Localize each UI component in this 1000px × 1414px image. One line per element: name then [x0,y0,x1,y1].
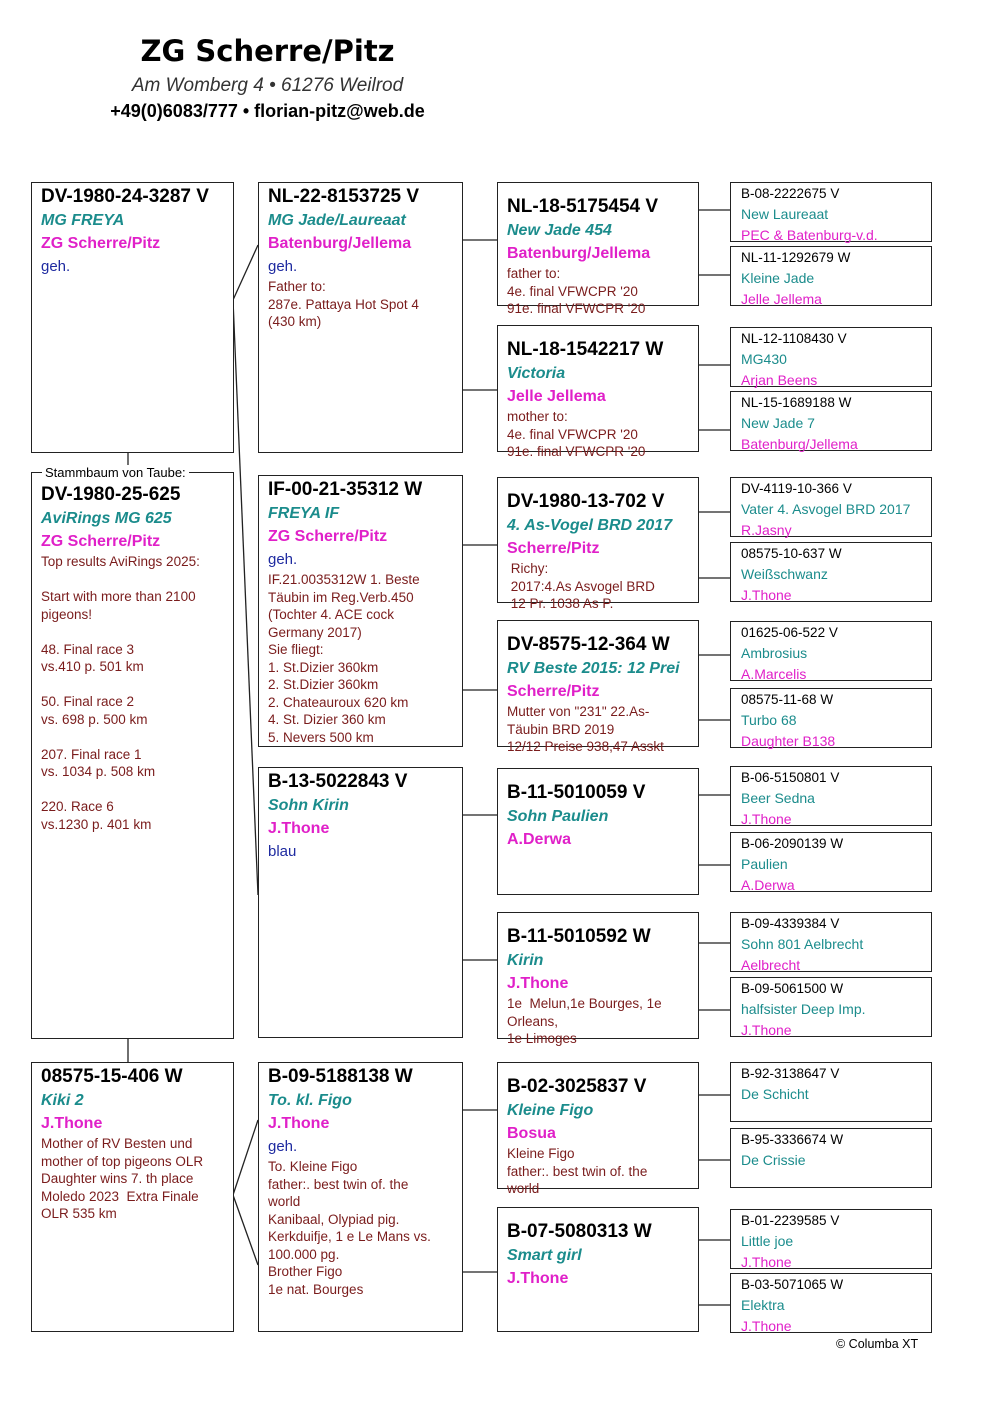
g4-name: halfsister Deep Imp. [741,1001,866,1017]
g3-card[interactable] [497,1207,699,1332]
g4-breeder: A.Marcelis [741,666,807,682]
dam-sire-ring: B-13-5022843 V [268,771,408,792]
g3-card[interactable] [497,1062,699,1196]
g3-name: RV Beste 2015: 12 Prei [507,660,680,677]
father-name: MG Jade/Laureaat [268,212,406,229]
copyright-footer: © Columba XT [836,1337,919,1351]
father-ring: NL-22-8153725 V [268,186,420,207]
dam-ring: 08575-15-406 W [41,1066,183,1087]
g4-name: Weißschwanz [741,566,828,582]
g4-breeder: J.Thone [741,811,792,827]
g4-name: Sohn 801 Aelbrecht [741,936,864,952]
g4-ring: B-92-3138647 V [741,1066,840,1081]
mother-sib-name: FREYA IF [268,505,340,522]
g4-name: MG430 [741,351,787,367]
g4-breeder: Aelbrecht [741,957,801,973]
g4-breeder: Arjan Beens [741,372,818,388]
father-color: geh. [268,258,298,275]
g4-name: De Schicht [741,1086,809,1102]
pedigree-legend: Stammbaum von Taube: [42,465,189,480]
g3-info: 1e Melun,1e Bourges, 1e Orleans, 1e Limoges [507,996,662,1046]
subject-info: Top results AviRings 2025: Start with more than 2100 pigeons! 48. Final race 3 vs.410 p. 501 km 50. Final race 2 vs. 698 p. 500 km 207. Final race 1 vs. 1034 p. 508 km 220. Race 6 vs.1230 p. 401 km [41,554,200,832]
g4-card[interactable] [730,391,932,451]
g3-ring: NL-18-1542217 W [507,339,664,360]
g3-breeder: Jelle Jellema [507,388,606,405]
dam-dam-card[interactable] [258,1062,463,1332]
g4-breeder: J.Thone [741,1022,792,1038]
g4-card[interactable] [730,477,932,537]
g3-name: Sohn Paulien [507,808,609,825]
g4-breeder: A.Derwa [741,877,795,893]
g3-breeder: Bosua [507,1125,556,1142]
loft-address: Am Womberg 4 • 61276 Weilrod [131,75,404,96]
g4-ring: DV-4119-10-366 V [741,481,852,496]
dam-dam-info: To. Kleine Figo father:. best twin of. the world Kanibaal, Olypiad pig. Kerkduifje, 1 e Le Mans vs. 100.000 pg. Brother Figo 1e nat. Bourges [268,1159,431,1297]
g4-breeder: J.Thone [741,1254,792,1270]
g3-breeder: J.Thone [507,1270,569,1287]
g3-ring: B-11-5010592 W [507,926,651,947]
g4-card[interactable] [730,912,932,972]
g3-name: Kleine Figo [507,1102,594,1119]
g4-ring: B-95-3336674 W [741,1132,844,1147]
dam-sire-color: blau [268,843,297,860]
subject-card[interactable] [31,472,234,1039]
g4-card[interactable] [730,621,932,681]
g4-ring: B-06-5150801 V [741,770,840,785]
g4-card[interactable] [730,832,932,892]
dam-dam-name: To. kl. Figo [268,1092,352,1109]
g4-name: Elektra [741,1297,785,1313]
dam-card[interactable] [31,1062,234,1332]
sibling-card[interactable] [31,182,234,453]
g4-card[interactable] [730,1062,932,1122]
father-breeder: Batenburg/Jellema [268,235,412,252]
g4-breeder: PEC & Batenburg-v.d. [741,227,878,243]
g4-breeder: J.Thone [741,587,792,603]
g4-ring: B-09-4339384 V [741,916,840,931]
g4-card[interactable] [730,977,932,1037]
dam-sire-name: Sohn Kirin [268,797,349,814]
g3-card[interactable] [497,620,699,754]
g3-card[interactable] [497,912,699,1046]
g3-name: Kirin [507,952,544,969]
g3-breeder: Scherre/Pitz [507,683,600,700]
g4-ring: 08575-11-68 W [741,692,834,707]
g4-ring: B-08-2222675 V [741,186,840,201]
g4-card[interactable] [730,246,932,306]
g4-ring: B-06-2090139 W [741,836,844,851]
loft-contact: +49(0)6083/777 • florian-pitz@web.de [110,101,425,121]
g4-name: Paulien [741,856,788,872]
sibling-color: geh. [41,258,71,275]
g4-card[interactable] [730,1128,932,1188]
g4-card[interactable] [730,542,932,602]
father-info: Father to: 287e. Pattaya Hot Spot 4 (430 km) [268,279,419,329]
g3-ring: B-07-5080313 W [507,1221,652,1242]
g4-ring: NL-15-1689188 W [741,395,852,410]
g3-info: Mutter von "231" 22.As- Täubin BRD 2019 12/12 Preise 938,47 Asskt [507,704,664,754]
g4-breeder: R.Jasny [741,522,792,538]
g3-info: Kleine Figo father:. best twin of. the world [507,1146,648,1196]
g4-card[interactable] [730,327,932,387]
g4-name: Turbo 68 [741,712,797,728]
g3-card[interactable] [497,477,699,611]
g4-name: Vater 4. Asvogel BRD 2017 [741,501,911,517]
mother-sib-breeder: ZG Scherre/Pitz [268,528,388,545]
g4-ring: NL-12-1108430 V [741,331,847,346]
sibling-name: MG FREYA [41,212,125,229]
g4-breeder: Batenburg/Jellema [741,436,858,452]
g4-name: De Crissie [741,1152,806,1168]
g4-ring: 01625-06-522 V [741,625,838,640]
dam-sire-breeder: J.Thone [268,820,330,837]
g4-breeder: Jelle Jellema [741,291,822,307]
g4-breeder: Daughter B138 [741,733,836,749]
g3-breeder: Batenburg/Jellema [507,245,651,262]
g4-name: Ambrosius [741,645,808,661]
g4-name: New Jade 7 [741,415,815,431]
g3-info: father to: 4e. final VFWCPR '20 91e. final VFWCPR '20 [507,266,646,316]
g4-name: Kleine Jade [741,270,815,286]
dam-breeder: J.Thone [41,1115,103,1132]
g3-breeder: Scherre/Pitz [507,540,600,557]
g4-ring: B-09-5061500 W [741,981,844,996]
g3-info: mother to: 4e. final VFWCPR '20 91e. final VFWCPR '20 [507,409,646,459]
dam-dam-ring: B-09-5188138 W [268,1066,413,1087]
g4-card[interactable] [730,688,932,748]
g3-info: Richy: 2017:4.As Asvogel BRD 12 Pr. 1038 As P. [510,561,655,611]
dam-dam-breeder: J.Thone [268,1115,330,1132]
g4-name: Beer Sedna [741,790,815,806]
g4-ring: B-01-2239585 V [741,1213,840,1228]
dam-info: Mother of RV Besten und mother of top pigeons OLR Daughter wins 7. th place Moledo 2023 Extra Finale OLR 535 km [41,1136,204,1221]
g4-card[interactable] [730,766,932,826]
g3-breeder: A.Derwa [507,831,572,848]
g4-card[interactable] [730,1273,932,1333]
g4-ring: NL-11-1292679 W [741,250,851,265]
g3-name: 4. As-Vogel BRD 2017 [507,517,673,534]
subject-ring: DV-1980-25-625 [41,484,181,505]
dam-name: Kiki 2 [41,1092,84,1109]
g3-name: Victoria [507,365,566,382]
g3-name: New Jade 454 [507,222,612,239]
g3-ring: B-02-3025837 V [507,1076,647,1097]
sibling-breeder: ZG Scherre/Pitz [41,235,161,252]
father-card[interactable] [258,182,463,453]
g3-ring: DV-1980-13-702 V [507,491,665,512]
g3-ring: DV-8575-12-364 W [507,634,670,655]
mother-sib-ring: IF-00-21-35312 W [268,479,423,500]
g4-name: Little joe [741,1233,794,1249]
sibling-ring: DV-1980-24-3287 V [41,186,209,207]
g4-ring: B-03-5071065 W [741,1277,844,1292]
g3-ring: B-11-5010059 V [507,782,646,803]
g3-card[interactable] [497,325,699,459]
g4-card[interactable] [730,1209,932,1269]
g3-ring: NL-18-5175454 V [507,196,659,217]
g4-breeder: J.Thone [741,1318,792,1334]
g4-name: New Laureaat [741,206,829,222]
dam-dam-color: geh. [268,1138,298,1155]
subject-name: AviRings MG 625 [41,510,172,527]
g3-breeder: J.Thone [507,975,569,992]
mother-sib-color: geh. [268,551,298,568]
g3-card[interactable] [497,768,699,895]
loft-title: ZG Scherre/Pitz [140,34,395,68]
subject-breeder: ZG Scherre/Pitz [41,533,161,550]
dam-sire-card[interactable] [258,767,463,1038]
g4-ring: 08575-10-637 W [741,546,842,561]
g3-card[interactable] [497,182,699,316]
mother-sib-info: IF.21.0035312W 1. Beste Täubin im Reg.Verb.450 (Tochter 4. ACE cock Germany 2017) Sie fliegt: 1. St.Dizier 360km 2. St.Dizier 360km 2. Chateauroux 620 km 4. St. Dizier 360 km 5. Nevers 500 km [268,572,420,745]
mother-sib-card[interactable] [258,475,463,747]
g4-card[interactable] [730,182,932,242]
g3-name: Smart girl [507,1247,582,1264]
